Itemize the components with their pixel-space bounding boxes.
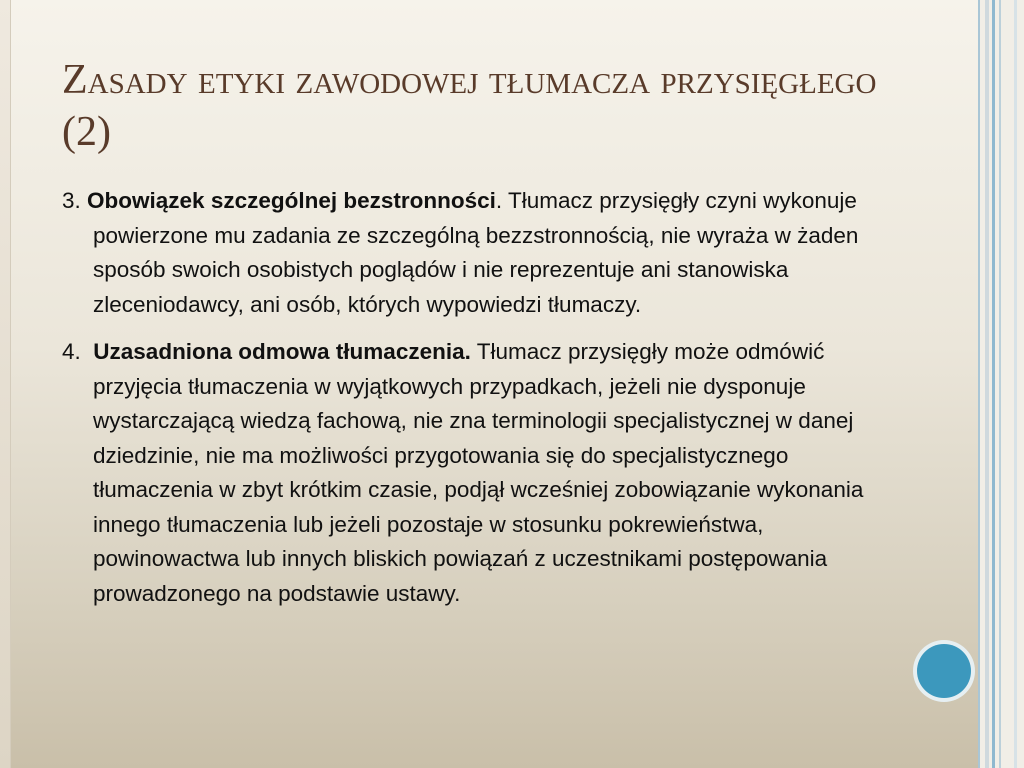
right-stripe-1 — [978, 0, 980, 768]
slide-title: Zasady etyki zawodowej tłumacza przysięgłego (2) — [62, 57, 877, 155]
decorative-circle-icon — [917, 644, 971, 698]
list-item-3 — [62, 184, 897, 322]
slide-content — [62, 184, 897, 611]
item-heading: Uzasadniona odmowa tłumaczenia. — [93, 339, 471, 364]
list-item-4 — [62, 335, 897, 611]
left-frame-line — [10, 0, 11, 768]
item-heading-suffix: . — [495, 188, 503, 213]
item-heading: Obowiązek szczególnej bezstronności — [87, 188, 496, 213]
item-text: Tłumacz przysięgły czyni wykonuje powierzone mu zadania ze szczególną bezzstronnością, nie wyraża w żaden sposób swoich osobistych poglądów i nie reprezentuje ani stanowiska zleceniodawcy, ani osób, których wypowiedzi tłumaczy. — [93, 188, 859, 317]
item-text: Tłumacz przysięgły może odmówić przyjęcia tłumaczenia w wyjątkowych przypadkach, jeżeli nie dysponuje wystarczającą wiedzą fachową, nie zna terminologii specjalistycznej w danej dziedzinie, nie ma możliwości przygotowania się do specjalistycznego tłumaczenia w zbyt krótkim czasie, podjął wcześniej zobowiązanie wykonania innego tłumaczenia lub jeżeli pozostaje w stosunku pokrewieństwa, powinowactwa lub innych bliskich powiązań z uczestnikami postępowania prowadzonego na podstawie ustawy. — [93, 339, 864, 606]
item-number: 3. — [62, 188, 81, 213]
item-number: 4. — [62, 339, 81, 364]
right-stripe-5 — [1014, 0, 1017, 768]
right-stripe-4 — [999, 0, 1001, 768]
right-stripe-3 — [992, 0, 995, 768]
right-stripe-2 — [985, 0, 989, 768]
